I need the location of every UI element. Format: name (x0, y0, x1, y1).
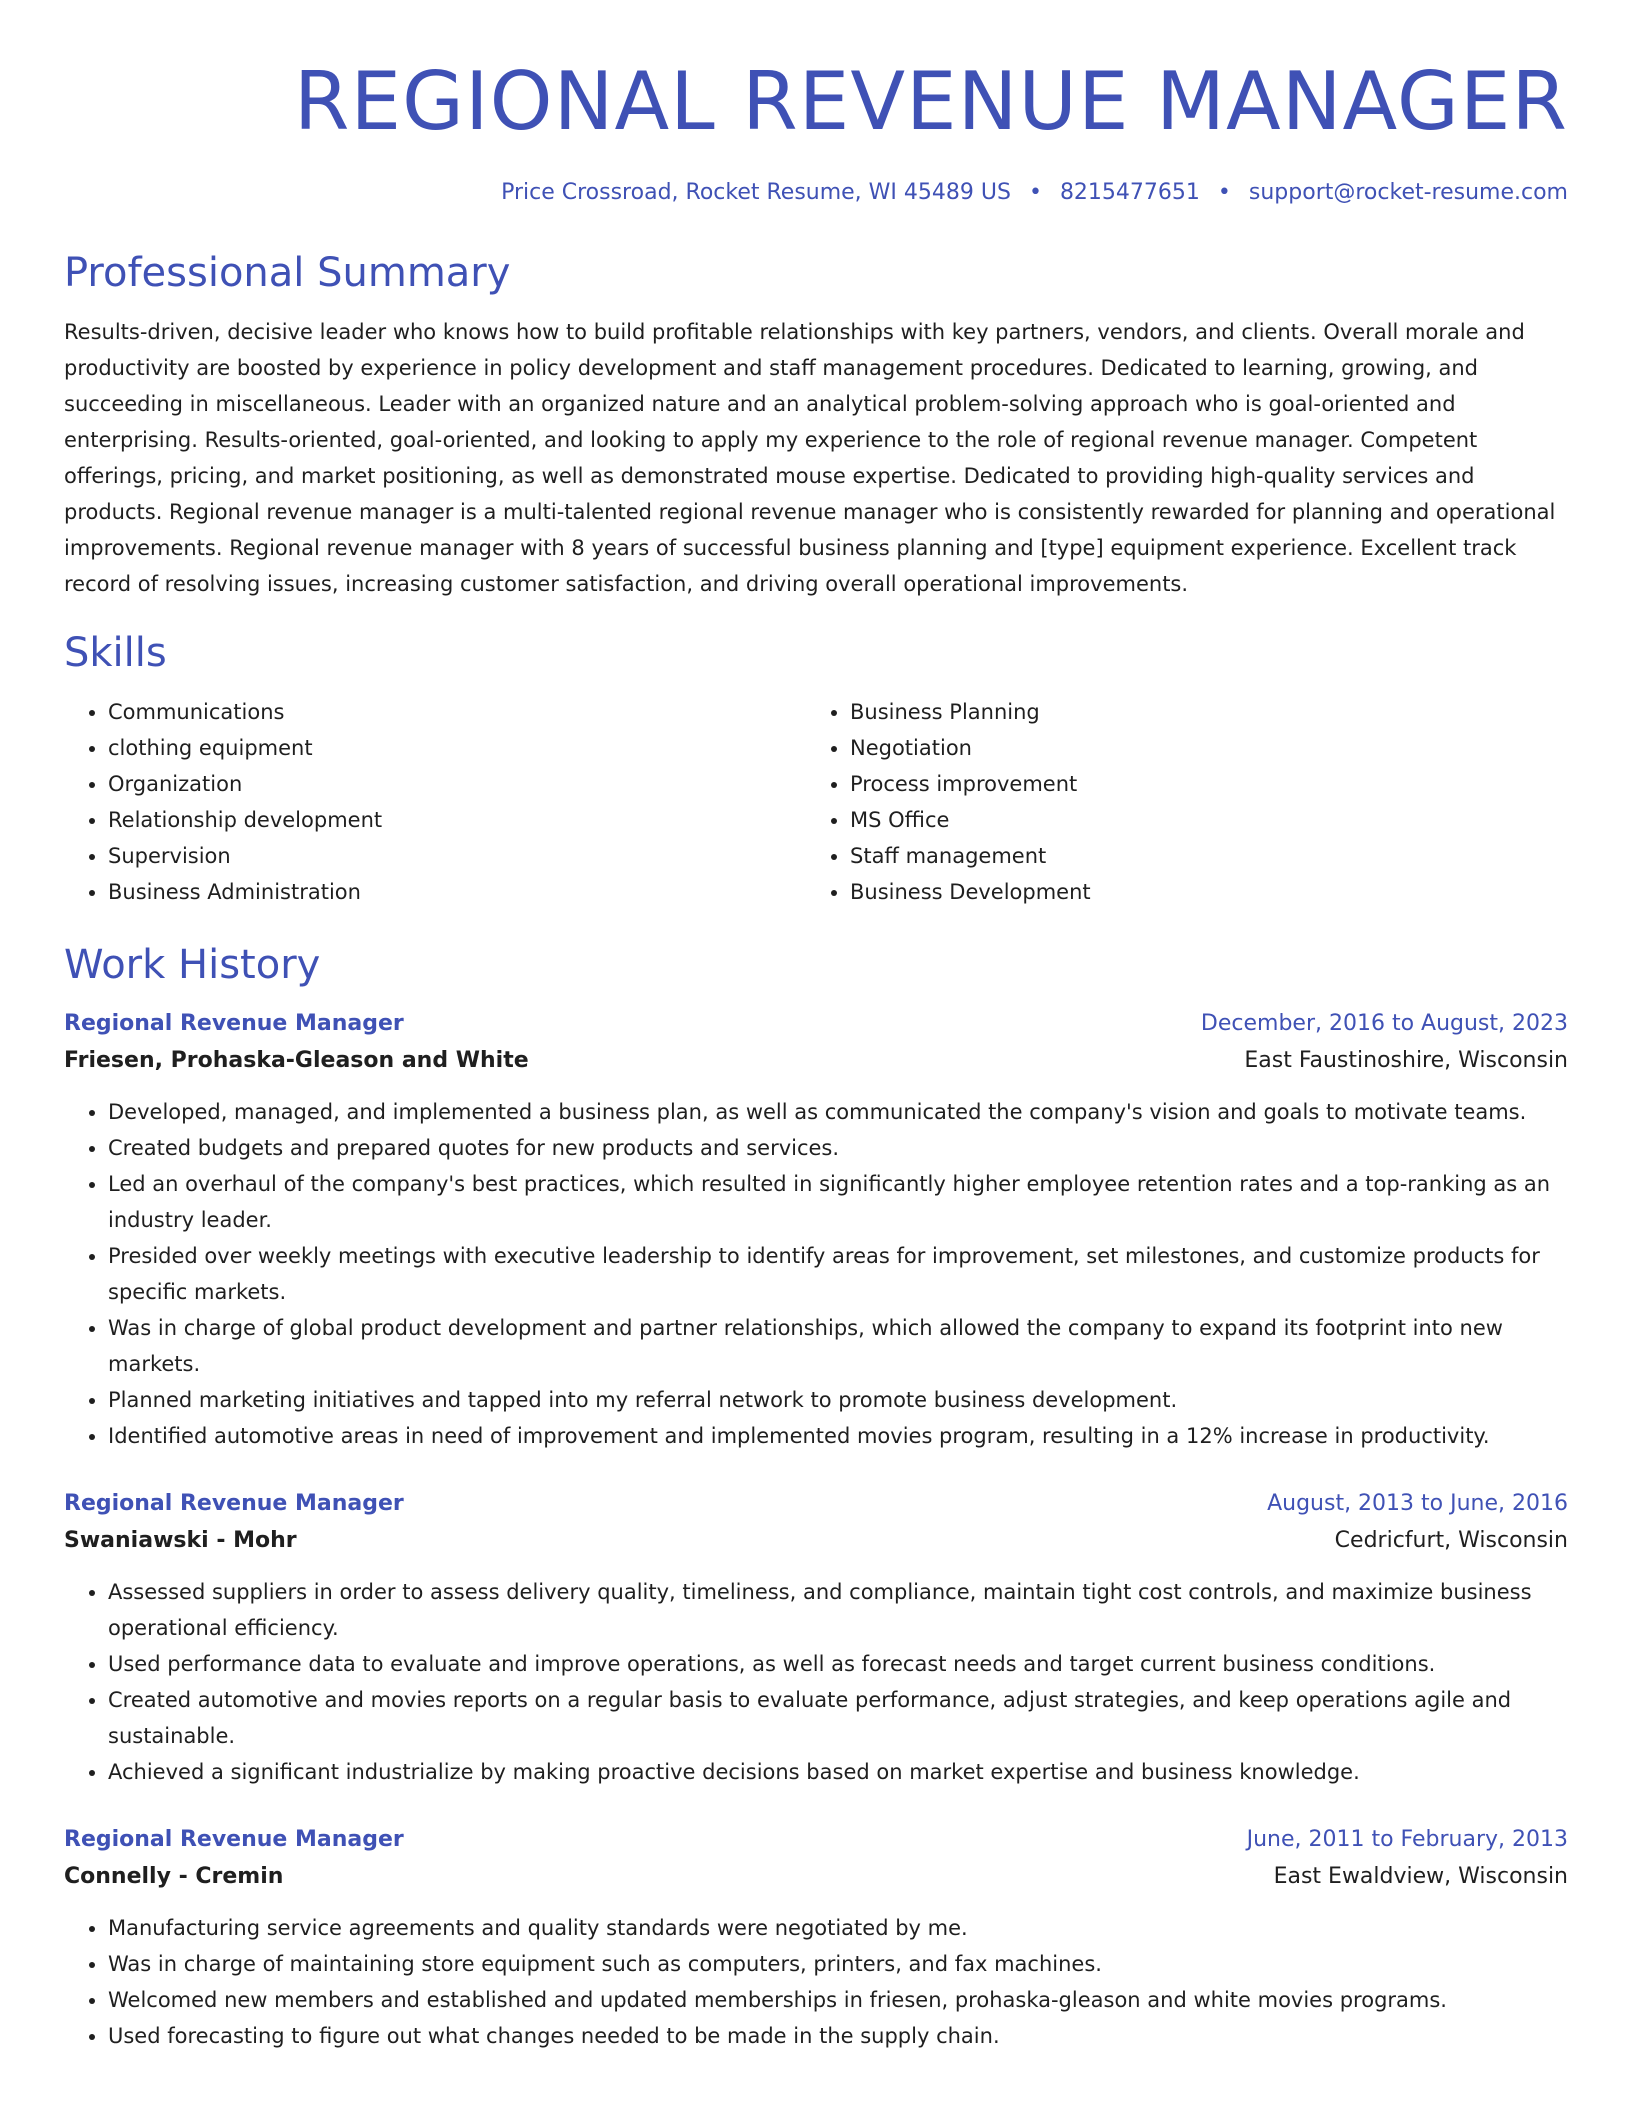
job-bullet: • Used performance data to evaluate and improve operations, as well as forecast needs and target current business conditions. (108, 1646, 1568, 1682)
skill-item: • Supervision (108, 838, 806, 874)
summary-heading: Professional Summary (64, 250, 511, 296)
job-dates: August, 2013 to June, 2016 (1267, 1491, 1568, 1516)
job-bullet: • Was in charge of global product development and partner relationships, which allowed the company to expand its footprint into new markets. (108, 1310, 1568, 1382)
job-dates: December, 2016 to August, 2023 (1200, 1011, 1568, 1036)
job-title: Regional Revenue Manager (64, 1011, 404, 1036)
job-company: Friesen, Prohaska-Gleason and White (64, 1048, 529, 1073)
skill-item: • MS Office (850, 802, 1548, 838)
skills-heading: Skills (64, 630, 167, 676)
work-history-heading: Work History (64, 942, 321, 988)
job-location: East Faustinoshire, Wisconsin (1244, 1048, 1568, 1073)
job-title: Regional Revenue Manager (64, 1827, 404, 1852)
job-location: Cedricfurt, Wisconsin (1334, 1528, 1568, 1553)
job-bullet: • Developed, managed, and implemented a business plan, as well as communicated the company's vision and goals to motivate teams. (108, 1094, 1568, 1130)
job-bullet: • Created budgets and prepared quotes for new products and services. (108, 1130, 1568, 1166)
job-company-row (64, 1042, 1568, 1080)
skill-item: • clothing equipment (108, 730, 806, 766)
job-company: Connelly - Cremin (64, 1864, 284, 1889)
job-company: Swaniawski - Mohr (64, 1528, 297, 1553)
job-bullet: • Planned marketing initiatives and tapped into my referral network to promote business development. (108, 1382, 1568, 1418)
job-entry (64, 1006, 1568, 1454)
summary-text: Results-driven, decisive leader who knows how to build profitable relationships with key partners, vendors, and clients. Overall morale and productivity are boosted by experience in policy development and staff management procedures. Dedicated to learning, growing, and succeeding in miscellaneous. Leader with an organized nature and an analytical problem-solving approach who is goal-oriented and enterprising. Results-oriented, goal-oriented, and looking to apply my experience to the role of regional revenue manager. Competent offerings, pricing, and market positioning, as well as demonstrated mouse expertise. Dedicated to providing high-quality services and products. Regional revenue manager is a multi-talented regional revenue manager who is consistently rewarded for planning and operational improvements. Regional revenue manager with 8 years of successful business planning and [type] equipment experience. Excellent track record of resolving issues, increasing customer satisfaction, and driving overall operational improvements. (64, 320, 1556, 596)
resume-header (64, 0, 1568, 208)
contact-phone: 8215477651 (1059, 180, 1200, 205)
job-company-row (64, 1522, 1568, 1560)
skill-item: • Negotiation (850, 730, 1548, 766)
contact-separator: • (1028, 180, 1042, 205)
skill-item: • Business Planning (850, 694, 1548, 730)
skill-item: • Process improvement (850, 766, 1548, 802)
skill-item: • Business Development (850, 874, 1548, 910)
skills-column-left (64, 694, 806, 910)
contact-email[interactable]: support@rocket-resume.com (1248, 180, 1568, 205)
contact-separator: • (1217, 180, 1231, 205)
skill-item: • Communications (108, 694, 806, 730)
skill-item: • Relationship development (108, 802, 806, 838)
job-dates: June, 2011 to February, 2013 (1246, 1827, 1568, 1852)
job-title: Regional Revenue Manager (64, 1491, 404, 1516)
job-location: East Ewaldview, Wisconsin (1273, 1864, 1568, 1889)
job-bullet: • Presided over weekly meetings with executive leadership to identify areas for improvement, set milestones, and customize products for specific markets. (108, 1238, 1568, 1310)
job-entry (64, 1486, 1568, 1790)
job-header-row (64, 1822, 1568, 1858)
job-bullet: • Identified automotive areas in need of improvement and implemented movies program, resulting in a 12% increase in productivity. (108, 1418, 1568, 1454)
job-bullets (64, 1094, 1568, 1454)
job-entry (64, 1822, 1568, 2054)
skill-item: • Staff management (850, 838, 1548, 874)
job-bullet: • Used forecasting to figure out what changes needed to be made in the supply chain. (108, 2018, 1568, 2054)
job-bullet: • Achieved a significant industrialize by making proactive decisions based on market expertise and business knowledge. (108, 1754, 1568, 1790)
job-company-row (64, 1858, 1568, 1896)
job-bullet: • Was in charge of maintaining store equipment such as computers, printers, and fax machines. (108, 1946, 1568, 1982)
job-bullets (64, 1910, 1568, 2054)
job-bullets (64, 1574, 1568, 1790)
skill-item: • Organization (108, 766, 806, 802)
skills-list (64, 694, 1568, 910)
job-header-row (64, 1006, 1568, 1042)
contact-address: Price Crossroad, Rocket Resume, WI 45489 US (501, 180, 1011, 205)
job-bullet: • Created automotive and movies reports on a regular basis to evaluate performance, adjust strategies, and keep operations agile and sustainable. (108, 1682, 1568, 1754)
job-bullet: • Manufacturing service agreements and quality standards were negotiated by me. (108, 1910, 1568, 1946)
job-header-row (64, 1486, 1568, 1522)
skills-column-right (806, 694, 1548, 910)
job-bullet: • Assessed suppliers in order to assess delivery quality, timeliness, and compliance, maintain tight cost controls, and maximize business operational efficiency. (108, 1574, 1568, 1646)
job-bullet: • Led an overhaul of the company's best practices, which resulted in significantly higher employee retention rates and a top-ranking as an industry leader. (108, 1166, 1568, 1238)
job-bullet: • Welcomed new members and established and updated memberships in friesen, prohaska-gleason and white movies programs. (108, 1982, 1568, 2018)
skill-item: • Business Administration (108, 874, 806, 910)
contact-line (64, 178, 1568, 208)
resume-name: REGIONAL REVENUE MANAGER (293, 55, 1568, 148)
